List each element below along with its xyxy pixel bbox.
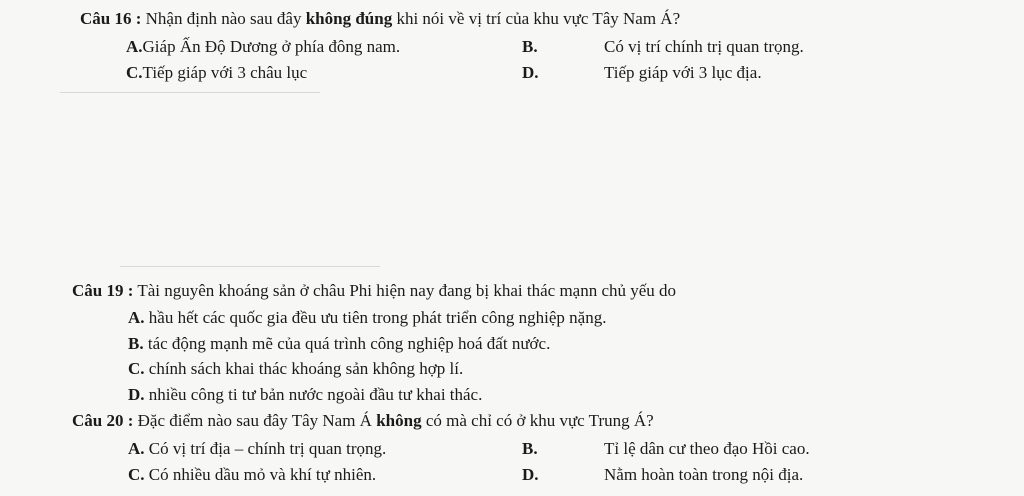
option-letter: A. — [128, 308, 145, 327]
option-letter: B. — [522, 439, 538, 458]
question-19-option-b[interactable] — [128, 333, 550, 355]
option-letter: D. — [522, 465, 539, 484]
option-text: Giáp Ấn Độ Dương ở phía đông nam. — [142, 37, 401, 56]
question-16-stem — [80, 8, 680, 30]
question-16-option-d[interactable] — [604, 62, 762, 84]
question-20-stem — [72, 410, 654, 432]
question-20-stem-rest: có mà chỉ có ở khu vực Trung Á? — [425, 411, 654, 430]
scan-smudge — [120, 266, 380, 267]
option-letter: B. — [128, 334, 144, 353]
option-text: chính sách khai thác khoáng sản không hợp lí. — [148, 359, 464, 378]
question-19-stem — [72, 280, 676, 302]
option-text: tác động mạnh mẽ của quá trình công nghiệp hoá đất nước. — [147, 334, 551, 353]
option-letter: A. — [128, 439, 145, 458]
question-20-option-d[interactable] — [604, 464, 803, 486]
option-text: Có nhiều dầu mỏ và khí tự nhiên. — [148, 465, 377, 484]
option-text: Có vị trí chính trị quan trọng. — [604, 37, 804, 56]
question-16-stem-rest: khi nói về vị trí của khu vực Tây Nam Á? — [396, 9, 681, 28]
option-text: Tỉ lệ dân cư theo đạo Hồi cao. — [604, 439, 810, 458]
question-20-option-b[interactable] — [604, 438, 810, 460]
option-text: nhiều công ti tư bản nước ngoài đầu tư khai thác. — [148, 385, 483, 404]
option-text: Có vị trí địa – chính trị quan trọng. — [148, 439, 387, 458]
option-text: Nằm hoàn toàn trong nội địa. — [604, 465, 804, 484]
option-letter: B. — [522, 37, 538, 56]
question-20-stem-bold: không — [376, 411, 422, 430]
question-19-option-a[interactable] — [128, 307, 606, 329]
option-letter: D. — [522, 63, 539, 82]
option-letter: C. — [128, 465, 145, 484]
question-16-number: Câu 16 : — [80, 9, 142, 28]
question-16-option-b-letter[interactable] — [522, 36, 538, 58]
question-16-stem-bold: không đúng — [305, 9, 393, 28]
question-19-number: Câu 19 : — [72, 281, 134, 300]
question-20-option-a[interactable] — [128, 438, 386, 460]
question-19-option-c[interactable] — [128, 358, 463, 380]
question-20-option-b-letter[interactable] — [522, 438, 538, 460]
option-text: Tiếp giáp với 3 châu lục — [142, 63, 308, 82]
question-16-option-a[interactable] — [126, 36, 400, 58]
option-letter: D. — [128, 385, 145, 404]
question-16-stem-text: Nhận định nào sau đây — [145, 9, 302, 28]
question-19-stem-text: Tài nguyên khoáng sản ở châu Phi hiện nay đang bị khai thác mạnn chủ yếu do — [137, 281, 677, 300]
question-20-stem-text: Đặc điểm nào sau đây Tây Nam Á — [137, 411, 372, 430]
option-letter: C. — [126, 63, 143, 82]
option-letter: A. — [126, 37, 143, 56]
option-letter: C. — [128, 359, 145, 378]
scan-smudge — [60, 92, 320, 93]
option-text: Tiếp giáp với 3 lục địa. — [604, 63, 762, 82]
option-text: hầu hết các quốc gia đều ưu tiên trong phát triển công nghiệp nặng. — [148, 308, 607, 327]
question-20-option-c[interactable] — [128, 464, 376, 486]
question-16-option-d-letter[interactable] — [522, 62, 539, 84]
question-19-option-d[interactable] — [128, 384, 482, 406]
question-16-option-b[interactable] — [604, 36, 804, 58]
question-16-option-c[interactable] — [126, 62, 307, 84]
question-20-number: Câu 20 : — [72, 411, 134, 430]
question-20-option-d-letter[interactable] — [522, 464, 539, 486]
